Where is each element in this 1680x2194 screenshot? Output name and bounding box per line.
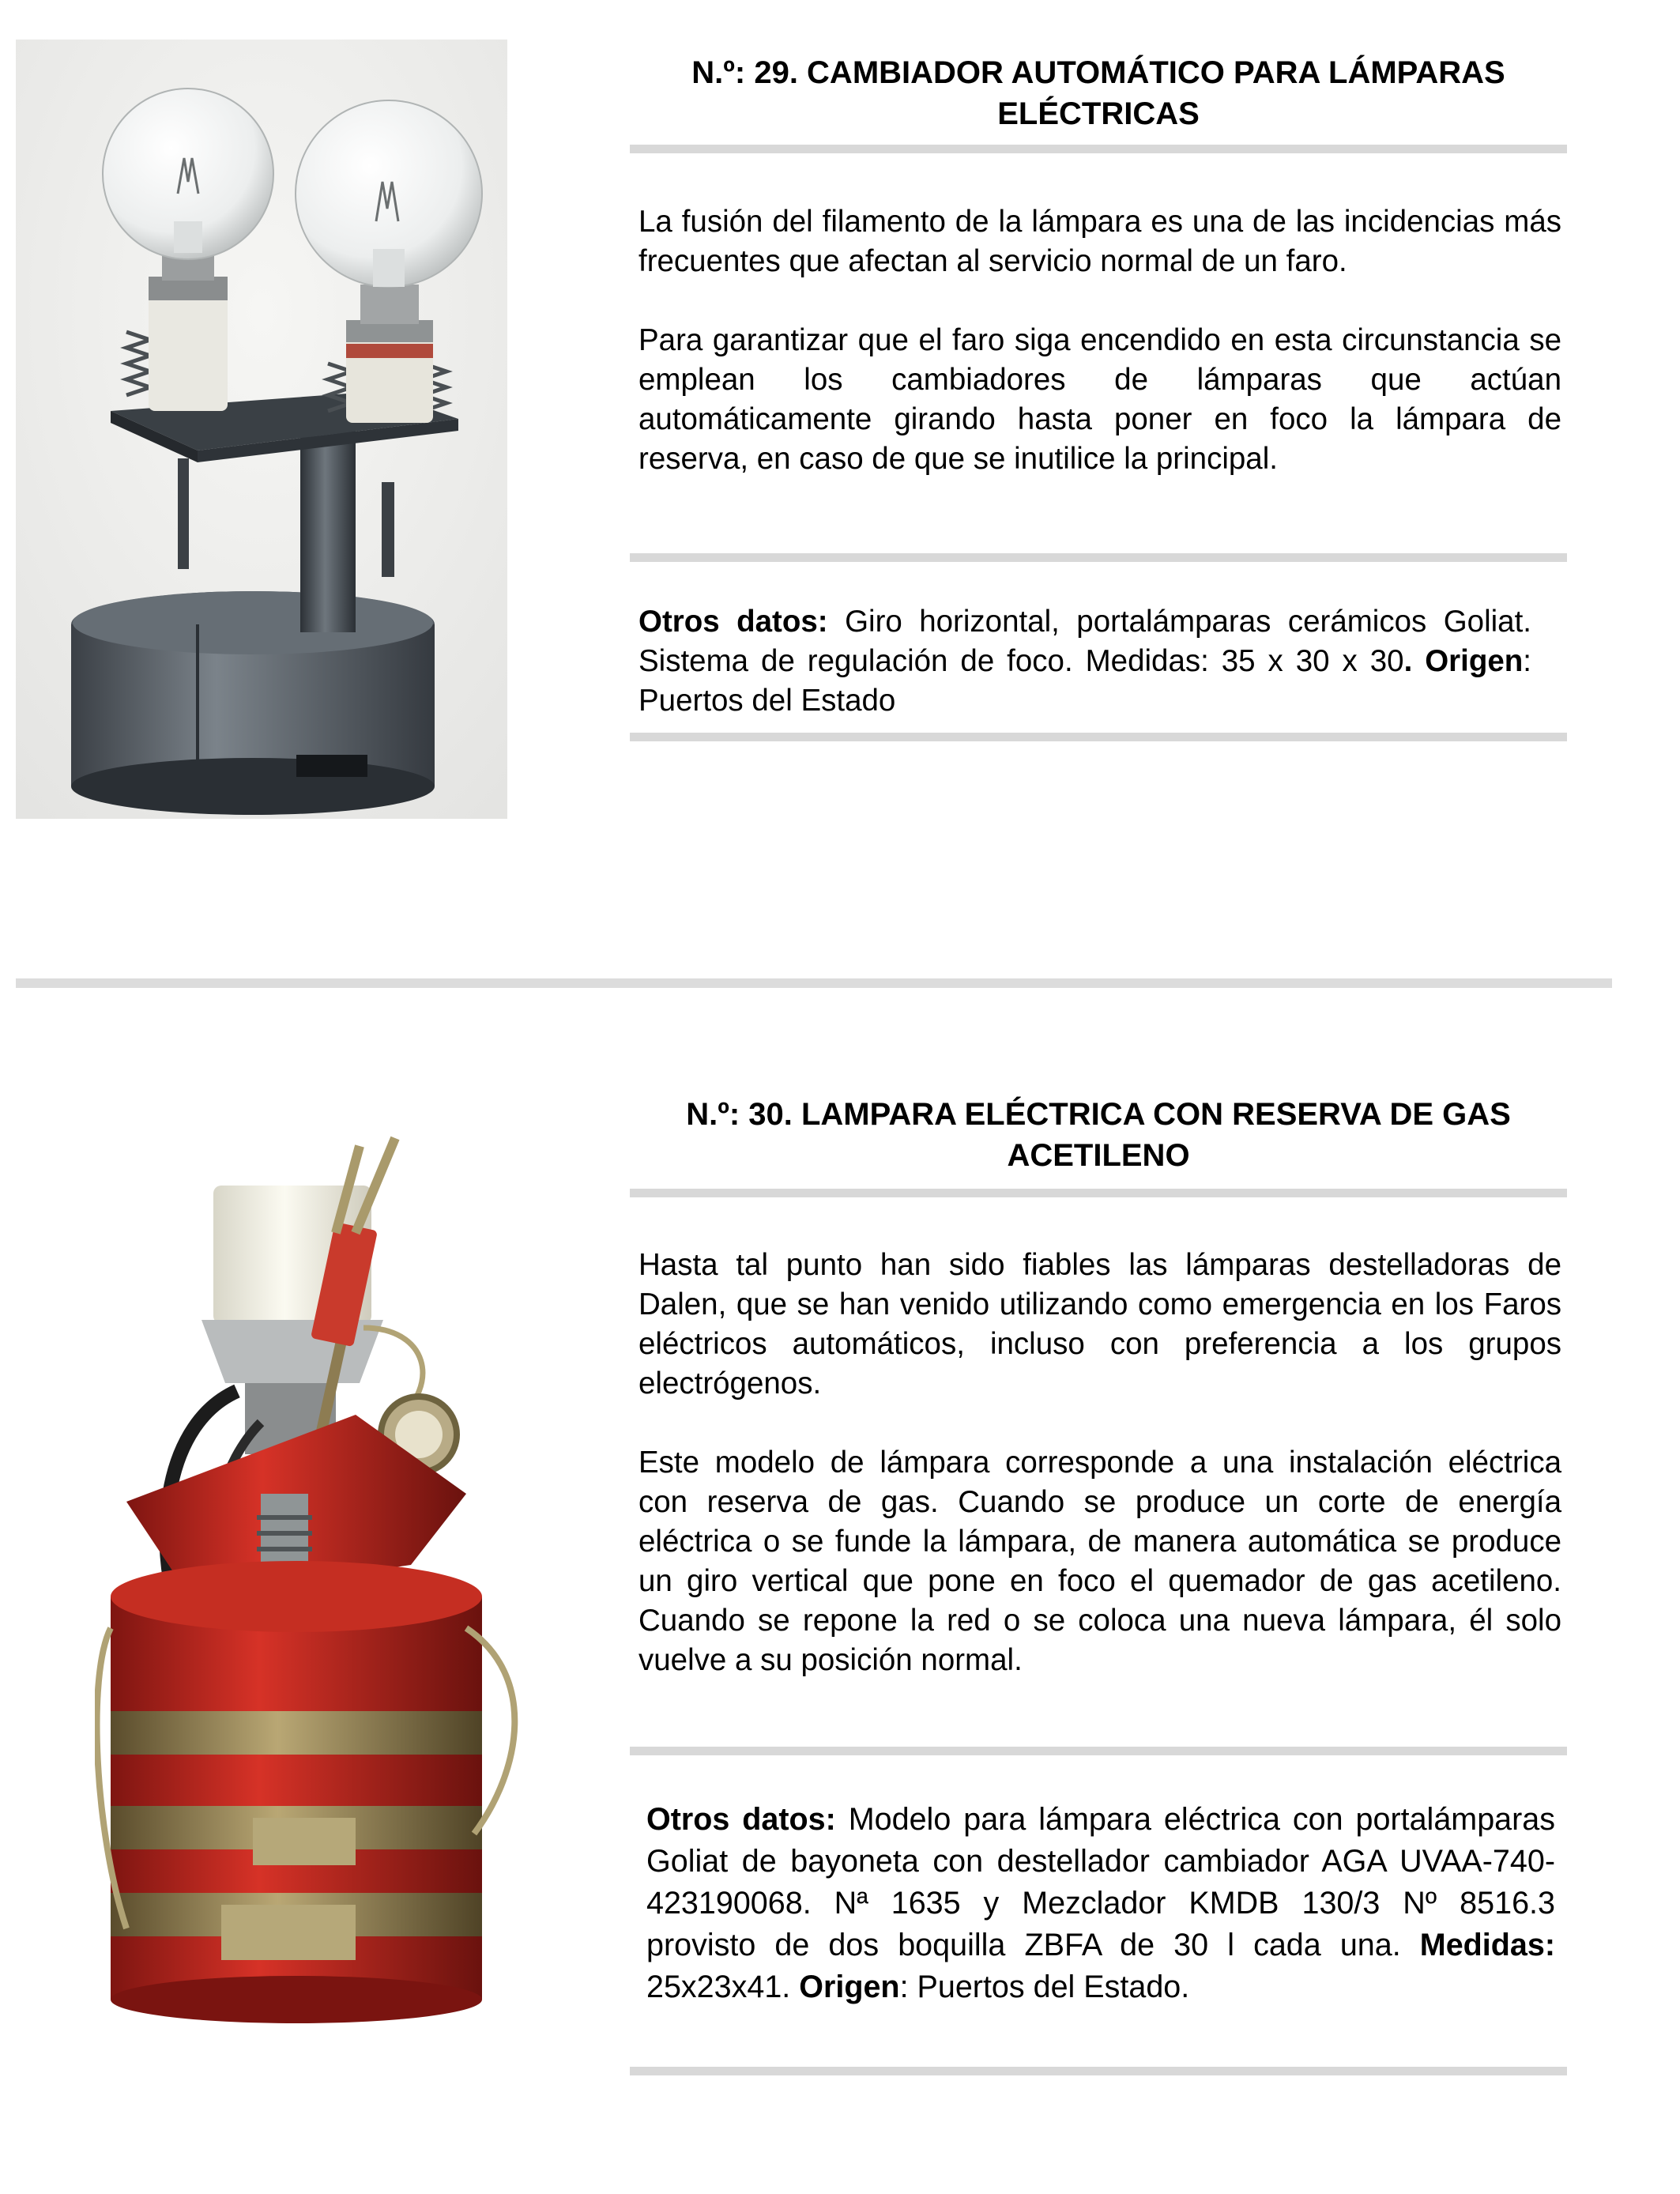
item-30-paragraph-2: Este modelo de lámpara corresponde a una instalación eléctrica con reserva de gas. Cuando se produce un corte de energía eléctrica o se funde la lámpara, de manera automática se produce un giro vertical que pone en foco el quemador de gas acetileno. Cuando se repone la red o se coloca una nueva lámpara, él solo vuelve a su posición normal. <box>638 1446 1561 1677</box>
otros-datos-text: Giro horizontal, portalámparas cerámicos Goliat. Sistema de regulación de foco. Medidas: 35 x 30 x 30 <box>638 605 1531 678</box>
item-29-title-rule <box>630 145 1567 153</box>
lamp-changer-photo <box>16 40 507 819</box>
item-30-title: N.º: 30. LAMPARA ELÉCTRICA CON RESERVA DE GAS ACETILENO <box>686 1097 1511 1173</box>
item-29-body-rule <box>630 553 1567 562</box>
item-30-otros-datos <box>646 1799 1555 2008</box>
otros-datos-dot: . <box>1403 644 1413 678</box>
item-30-bottom-rule <box>630 2067 1567 2075</box>
item-30-title-rule <box>630 1189 1567 1197</box>
medidas-text: 25x23x41. <box>646 1970 800 2004</box>
acetylene-lamp-photo <box>95 1122 569 2031</box>
item-29-paragraph-2: Para garantizar que el faro siga encendido en esta circunstancia se emplean los cambiadores de lámparas que actúan automáticamente girando hasta poner en foco la lámpara de reserva, en caso de que se inutilice la principal. <box>638 323 1561 476</box>
item-30-body-rule <box>630 1747 1567 1755</box>
medidas-label: Medidas: <box>1419 1928 1555 1962</box>
section-separator <box>16 978 1612 988</box>
origen-label: Origen <box>1412 644 1524 678</box>
origen-text: : Puertos del Estado. <box>899 1970 1190 2004</box>
origen-text: : Puertos del Estado <box>638 644 1531 718</box>
item-29-bottom-rule <box>630 733 1567 741</box>
item-30-paragraph-1: Hasta tal punto han sido fiables las lámparas destelladoras de Dalen, que se han venido utilizando como emergencia en los Faros eléctricos automáticos, incluso con preferencia a los grupos electrógenos. <box>638 1248 1561 1400</box>
otros-datos-label: Otros datos: <box>638 605 828 639</box>
otros-datos-label: Otros datos: <box>646 1802 836 1837</box>
item-29-otros-datos <box>638 602 1531 721</box>
origen-label: Origen <box>799 1970 900 2004</box>
item-29-title: N.º: 29. CAMBIADOR AUTOMÁTICO PARA LÁMPARAS ELÉCTRICAS <box>691 55 1505 131</box>
item-29-paragraph-1: La fusión del filamento de la lámpara es una de las incidencias más frecuentes que afectan al servicio normal de un faro. <box>638 205 1561 278</box>
otros-datos-text: Modelo para lámpara eléctrica con portalámparas Goliat de bayoneta con destellador cambiador AGA UVAA-740-423190068. Nª 1635 y Mezclador KMDB 130/3 Nº 8516.3 provisto de dos boquilla ZBFA de 30 l cada una. <box>646 1802 1556 1962</box>
